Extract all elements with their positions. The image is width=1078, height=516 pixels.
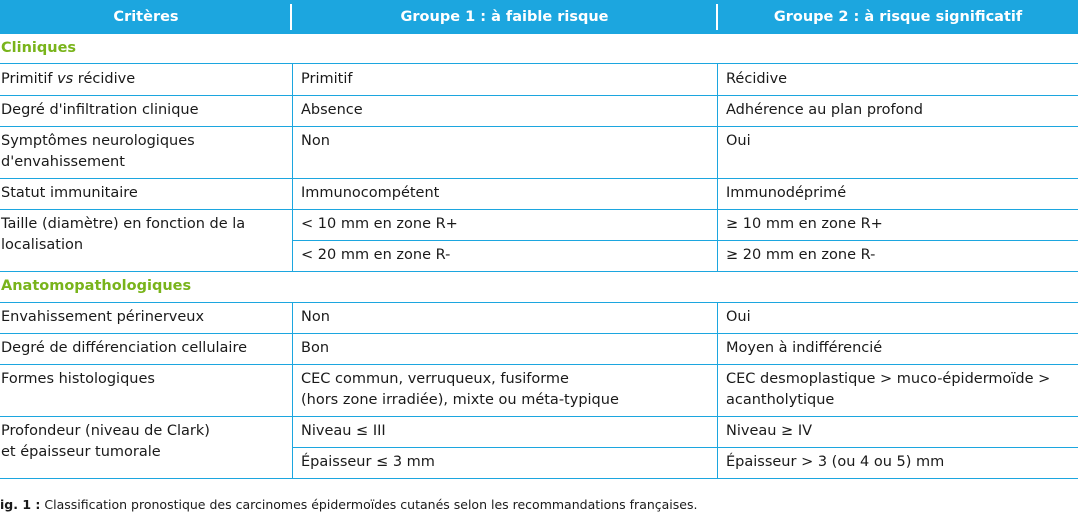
criterion-taille: Taille (diamètre) en fonction de la localisation [1,216,246,253]
criterion-differenciation: Degré de différenciation cellulaire [1,340,248,356]
row-divider [0,126,1078,127]
row-divider [0,416,1078,417]
section-clinical: Cliniques [1,40,77,56]
criterion-infiltration: Degré d'infiltration clinique [1,102,199,118]
group1-symptomes: Non [301,133,330,149]
group2-primitif: Récidive [726,71,788,87]
group2-epaisseur: Épaisseur > 3 (ou 4 ou 5) mm [726,454,945,470]
figure-label: ig. 1 : [0,497,41,512]
criterion-primitif: Primitif vs récidive [1,71,136,87]
criterion-immunitaire: Statut immunitaire [1,185,138,201]
sub-row-divider [292,447,1078,448]
criterion-symptomes: Symptômes neurologiques d'envahissement [1,133,195,170]
column-divider [292,63,293,209]
row-divider [0,63,1078,64]
header-group-2: Groupe 2 : à risque significatif [773,9,1023,25]
group1-differenciation: Bon [301,340,330,356]
group2-niveau: Niveau ≥ IV [726,423,813,439]
group2-immunitaire: Immunodéprimé [726,185,847,201]
criterion-perinerveux: Envahissement périnerveux [1,309,205,325]
group2-taille-r-plus: ≥ 10 mm en zone R+ [726,216,883,232]
group2-differenciation: Moyen à indifférencié [726,340,883,356]
criterion-primitif-vs: vs [57,71,74,87]
group1-perinerveux: Non [301,309,330,325]
group1-primitif: Primitif [301,71,353,87]
criterion-formes: Formes histologiques [1,371,155,387]
column-divider [717,63,718,209]
group1-formes: CEC commun, verruqueux, fusiforme (hors zone irradiée), mixte ou méta-typique [301,371,619,408]
section-pathology: Anatomopathologiques [1,278,192,294]
header-criteria: Critères [113,9,179,25]
row-divider [0,478,1078,479]
row-divider [0,95,1078,96]
column-divider [292,209,293,271]
group2-symptomes: Oui [726,133,751,149]
column-divider [717,209,718,271]
group1-taille-r-plus: < 10 mm en zone R+ [301,216,458,232]
figure-caption [0,497,697,512]
criterion-profondeur: Profondeur (niveau de Clark) et épaisseur tumorale [1,423,210,460]
group1-epaisseur: Épaisseur ≤ 3 mm [301,454,435,470]
row-divider [0,333,1078,334]
row-divider [0,302,1078,303]
sub-row-divider [292,240,1078,241]
header-group-1: Groupe 1 : à faible risque [400,9,609,25]
group2-perinerveux: Oui [726,309,751,325]
group2-infiltration: Adhérence au plan profond [726,102,923,118]
group2-formes: CEC desmoplastique > muco-épidermoïde > acantholytique [726,371,1051,408]
row-divider [0,178,1078,179]
column-divider [292,302,293,478]
table-header [0,0,1078,34]
group2-taille-r-minus: ≥ 20 mm en zone R- [726,247,876,263]
row-divider [0,209,1078,210]
group1-immunitaire: Immunocompétent [301,185,440,201]
group1-taille-r-minus: < 20 mm en zone R- [301,247,451,263]
figure-caption-text: Classification pronostique des carcinomes épidermoïdes cutanés selon les recommandations françaises. [40,497,698,512]
group1-niveau: Niveau ≤ III [301,423,386,439]
row-divider [0,364,1078,365]
column-divider [717,302,718,478]
group1-infiltration: Absence [301,102,363,118]
